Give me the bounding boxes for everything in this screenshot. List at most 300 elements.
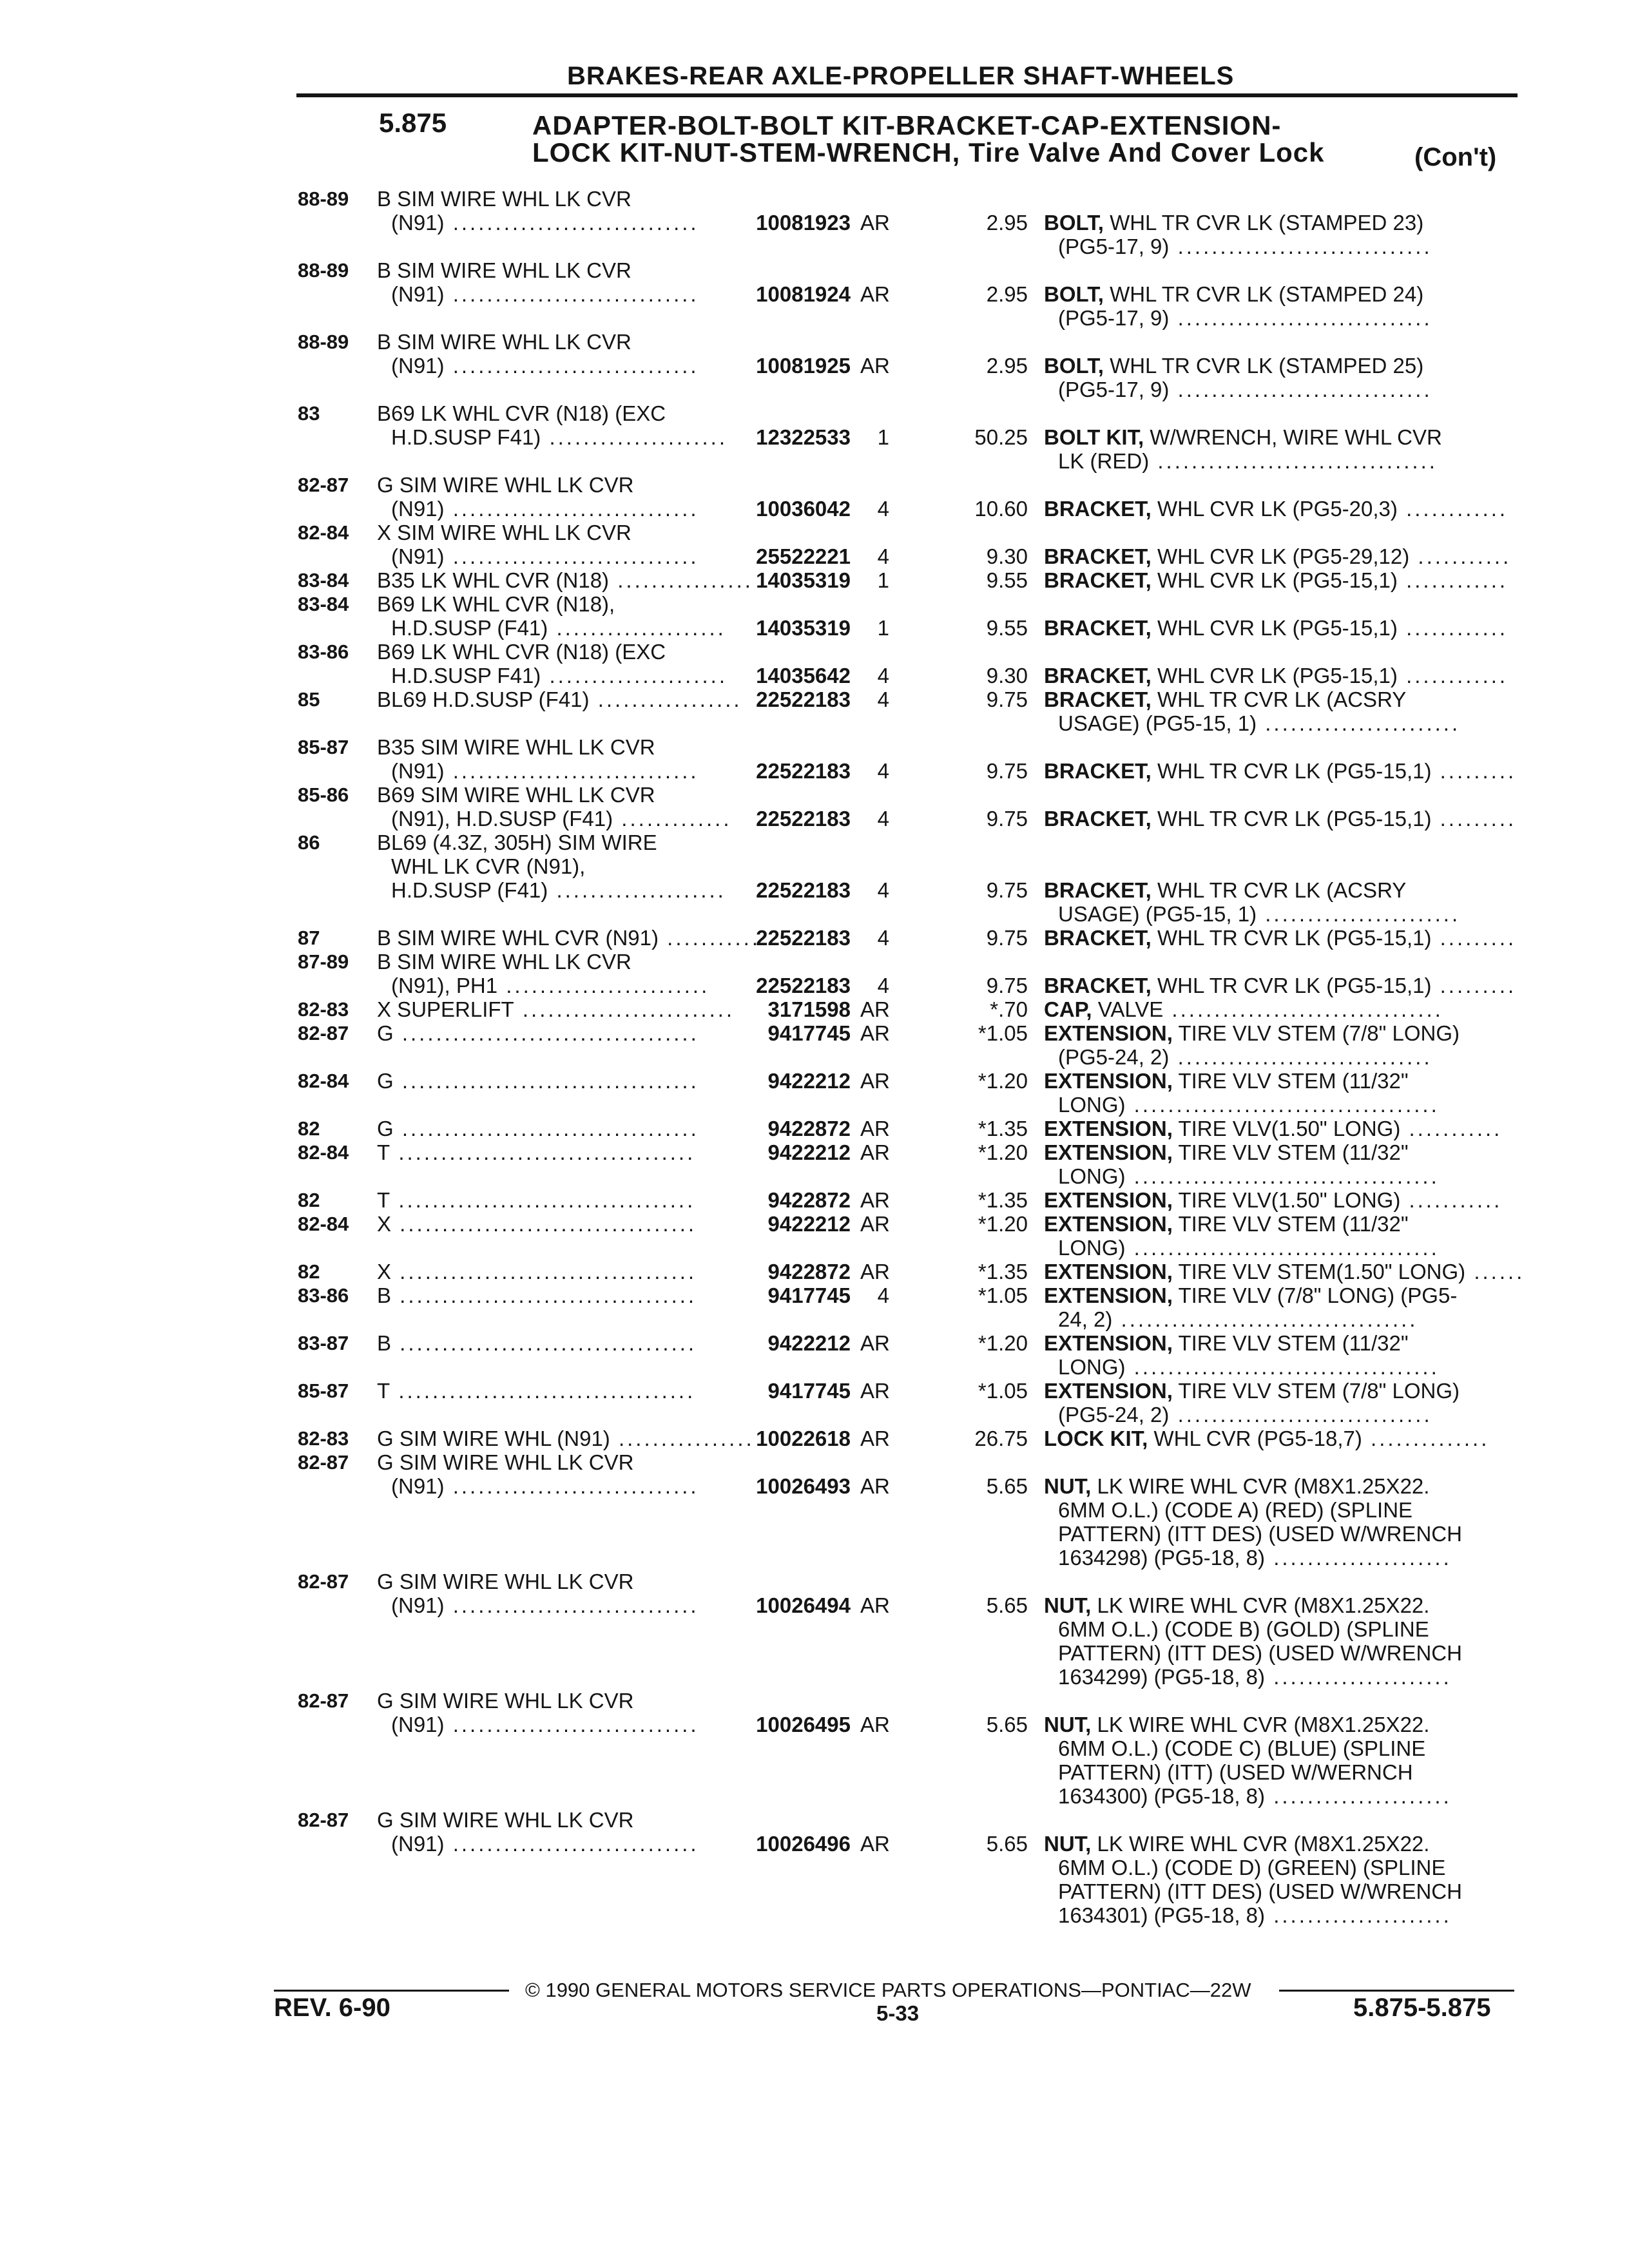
part-number: 10081924 — [756, 282, 851, 306]
quantity: 4 — [877, 807, 889, 831]
part-description-line — [1044, 1760, 1521, 1784]
leader-dots: .............................. — [1169, 1403, 1432, 1427]
copyright-notice: © 1990 GENERAL MOTORS SERVICE PARTS OPERATIONS—PONTIAC—22W — [525, 1979, 1251, 2001]
model-year: 82-87 — [298, 474, 349, 496]
part-description-text: WHL TR CVR LK (ACSRY — [1157, 687, 1407, 711]
page-title: BRAKES-REAR AXLE-PROPELLER SHAFT-WHEELS — [567, 62, 1235, 90]
leader-dots: ............ — [1397, 497, 1509, 521]
part-number: 10036042 — [756, 497, 851, 521]
model-year: 83-84 — [298, 593, 349, 615]
part-description — [1044, 568, 1521, 592]
part-number: 25522221 — [756, 544, 851, 568]
leader-dots: .................... — [548, 616, 726, 640]
part-name: LOCK KIT, — [1044, 1427, 1148, 1450]
description-line — [377, 544, 699, 568]
description-text: X SIM WIRE WHL LK CVR — [377, 521, 631, 544]
application-description — [377, 1331, 697, 1355]
part-description-text: LONG) — [1058, 1093, 1126, 1117]
part-name: BRACKET, — [1044, 664, 1152, 687]
part-description-line — [1044, 902, 1521, 926]
unit-price: 9.75 — [986, 759, 1028, 783]
part-description — [1044, 1832, 1521, 1927]
description-line — [377, 187, 699, 211]
part-description-line — [1044, 687, 1521, 711]
model-year: 87-89 — [298, 950, 349, 973]
part-number: 14035319 — [756, 568, 851, 592]
part-description-text: LK WIRE WHL CVR (M8X1.25X22. — [1097, 1593, 1430, 1617]
unit-price: 5.65 — [986, 1713, 1028, 1736]
part-description-text: TIRE VLV STEM (11/32" — [1178, 1331, 1409, 1355]
part-description — [1044, 759, 1521, 783]
continued-label: (Con't) — [1414, 143, 1497, 171]
description-line — [377, 974, 709, 997]
part-description-line — [1044, 1236, 1521, 1260]
unit-price: 5.65 — [986, 1832, 1028, 1856]
part-description-text: WHL CVR LK (PG5-20,3) — [1157, 497, 1398, 521]
quantity: AR — [860, 1188, 890, 1212]
part-description-line — [1044, 497, 1521, 521]
unit-price: 9.55 — [986, 616, 1028, 640]
part-number: 9417745 — [767, 1021, 851, 1045]
application-description — [377, 401, 728, 449]
part-number: 12322533 — [756, 425, 851, 449]
part-name: BRACKET, — [1044, 687, 1152, 711]
quantity: 1 — [877, 616, 889, 640]
unit-price: 5.65 — [986, 1474, 1028, 1498]
leader-dots: .................................... — [1125, 1236, 1440, 1260]
description-line — [377, 211, 699, 235]
part-description-line — [1044, 759, 1521, 783]
part-description-text: WHL TR CVR LK (STAMPED 24) — [1110, 282, 1424, 306]
quantity: 1 — [877, 425, 889, 449]
unit-price: 5.65 — [986, 1593, 1028, 1617]
leader-dots: ................................ — [1163, 997, 1443, 1021]
description-text: B — [377, 1283, 392, 1307]
quantity: 4 — [877, 759, 889, 783]
part-number: 22522183 — [756, 878, 851, 902]
description-line — [377, 1379, 695, 1403]
part-description-text: WHL TR CVR LK (PG5-15,1) — [1157, 974, 1432, 997]
description-line — [377, 807, 732, 831]
description-line — [377, 854, 726, 878]
leader-dots: ..................... — [1265, 1665, 1452, 1689]
part-name: NUT, — [1044, 1593, 1092, 1617]
part-name: NUT, — [1044, 1832, 1092, 1856]
revision-label: REV. 6-90 — [274, 1994, 390, 2022]
quantity: AR — [860, 1427, 890, 1450]
leader-dots: ................................... — [391, 1283, 697, 1307]
part-description-line — [1044, 1474, 1521, 1498]
part-description-line — [1044, 664, 1521, 687]
application-description — [377, 1427, 755, 1450]
part-name: BRACKET, — [1044, 568, 1152, 592]
part-description-text: (PG5-17, 9) — [1058, 306, 1170, 330]
part-name: EXTENSION, — [1044, 1379, 1173, 1403]
description-line — [377, 687, 742, 711]
part-name: NUT, — [1044, 1713, 1092, 1736]
description-text: (N91) — [391, 354, 445, 378]
model-year: 82-84 — [298, 1141, 349, 1164]
part-description-line — [1044, 1593, 1521, 1617]
part-number: 9417745 — [767, 1283, 851, 1307]
description-line — [377, 425, 728, 449]
model-year: 83-86 — [298, 1284, 349, 1307]
quantity: AR — [860, 1331, 890, 1355]
part-description-line — [1044, 1665, 1521, 1689]
part-name: BOLT, — [1044, 354, 1104, 378]
part-description-text: W/WRENCH, WIRE WHL CVR — [1150, 425, 1442, 449]
leader-dots: ................................... — [391, 1331, 697, 1355]
part-description-line — [1044, 974, 1521, 997]
leader-dots: .............................. — [1169, 378, 1432, 401]
part-description-text: (PG5-24, 2) — [1058, 1403, 1170, 1427]
part-description — [1044, 1021, 1521, 1069]
description-line — [377, 1140, 695, 1164]
application-description — [377, 1808, 699, 1856]
leader-dots: .............................. — [1169, 235, 1432, 258]
part-description — [1044, 1713, 1521, 1808]
application-description — [377, 997, 735, 1021]
unit-price: *1.20 — [978, 1331, 1028, 1355]
description-line — [377, 258, 699, 282]
description-text: B69 SIM WIRE WHL LK CVR — [377, 783, 655, 807]
description-line — [377, 1260, 697, 1283]
part-number: 9422212 — [767, 1331, 851, 1355]
leader-dots: ................ — [610, 1427, 755, 1450]
part-description-line — [1044, 926, 1521, 950]
leader-dots: ............................. — [444, 211, 699, 235]
part-description-line — [1044, 306, 1521, 330]
unit-price: 9.55 — [986, 568, 1028, 592]
leader-dots: ................................... — [393, 1117, 699, 1140]
part-description-text: (PG5-17, 9) — [1058, 378, 1170, 401]
quantity: AR — [860, 1379, 890, 1403]
model-year: 83-87 — [298, 1332, 349, 1354]
part-description-line — [1044, 1021, 1521, 1045]
model-year: 82 — [298, 1117, 320, 1140]
model-year: 85-87 — [298, 1379, 349, 1402]
unit-price: 10.60 — [974, 497, 1028, 521]
description-text: B35 LK WHL CVR (N18) — [377, 568, 610, 592]
quantity: 4 — [877, 664, 889, 687]
part-description-line — [1044, 1379, 1521, 1403]
leader-dots: ............................. — [444, 1832, 699, 1856]
description-text: X — [377, 1212, 392, 1236]
part-description-line — [1044, 807, 1521, 831]
application-description — [377, 1188, 695, 1212]
unit-price: *1.20 — [978, 1212, 1028, 1236]
description-text: G SIM WIRE WHL LK CVR — [377, 1808, 634, 1832]
application-description — [377, 1570, 699, 1617]
description-line — [377, 568, 753, 592]
part-description — [1044, 1069, 1521, 1117]
part-number: 22522183 — [756, 687, 851, 711]
quantity: AR — [860, 1212, 890, 1236]
leader-dots: ........... — [1409, 544, 1512, 568]
application-description — [377, 1260, 697, 1283]
description-text: B69 LK WHL CVR (N18), — [377, 592, 615, 616]
description-text: G SIM WIRE WHL LK CVR — [377, 1689, 634, 1713]
part-number: 9422872 — [767, 1117, 851, 1140]
part-name: BOLT, — [1044, 211, 1104, 235]
part-description-text: LONG) — [1058, 1164, 1126, 1188]
description-text: G SIM WIRE WHL LK CVR — [377, 473, 634, 497]
description-text: X — [377, 1260, 392, 1283]
application-description — [377, 1283, 697, 1307]
part-description-text: 24, 2) — [1058, 1307, 1113, 1331]
part-description-text: TIRE VLV STEM (7/8" LONG) — [1178, 1021, 1460, 1045]
quantity: 4 — [877, 687, 889, 711]
description-line — [377, 735, 699, 759]
part-description-text: 6MM O.L.) (CODE D) (GREEN) (SPLINE — [1058, 1856, 1446, 1879]
leader-dots: ............ — [658, 926, 769, 950]
leader-dots: ......... — [1431, 759, 1517, 783]
part-number: 9422872 — [767, 1260, 851, 1283]
part-description-text: LONG) — [1058, 1236, 1126, 1260]
description-line — [377, 1188, 695, 1212]
part-description-line — [1044, 1093, 1521, 1117]
quantity: AR — [860, 1021, 890, 1045]
part-description-text: WHL TR CVR LK (PG5-15,1) — [1157, 759, 1432, 783]
leader-dots: ...... — [1465, 1260, 1525, 1283]
part-description-text: WHL TR CVR LK (STAMPED 23) — [1110, 211, 1424, 235]
part-description-line — [1044, 616, 1521, 640]
leader-dots: ................................... — [1112, 1307, 1418, 1331]
description-line — [377, 1069, 699, 1093]
part-number: 9417745 — [767, 1379, 851, 1403]
description-text: G SIM WIRE WHL (N91) — [377, 1427, 610, 1450]
part-description-line — [1044, 378, 1521, 401]
leader-dots: ............................. — [444, 497, 699, 521]
leader-dots: .................................... — [1125, 1093, 1440, 1117]
leader-dots: ......... — [1431, 926, 1517, 950]
application-description — [377, 187, 699, 235]
footer-rule-left — [274, 1990, 509, 1992]
description-text: B SIM WIRE WHL CVR (N91) — [377, 926, 659, 950]
description-line — [377, 1808, 699, 1832]
part-description — [1044, 425, 1521, 473]
part-description — [1044, 1379, 1521, 1427]
model-year: 82-84 — [298, 1070, 349, 1092]
model-year: 83-84 — [298, 569, 349, 591]
description-text: H.D.SUSP F41) — [391, 664, 541, 687]
quantity: 1 — [877, 568, 889, 592]
application-description — [377, 1689, 699, 1736]
part-description-text: WHL CVR LK (PG5-29,12) — [1157, 544, 1410, 568]
part-description-line — [1044, 568, 1521, 592]
part-description-line — [1044, 1427, 1521, 1450]
quantity: AR — [860, 1117, 890, 1140]
application-description — [377, 1450, 699, 1498]
quantity: 4 — [877, 1283, 889, 1307]
leader-dots: ................................. — [1149, 449, 1438, 473]
description-text: B SIM WIRE WHL LK CVR — [377, 330, 631, 354]
application-description — [377, 1021, 699, 1045]
model-year: 82-87 — [298, 1570, 349, 1593]
part-description — [1044, 1188, 1521, 1212]
part-name: BRACKET, — [1044, 974, 1152, 997]
leader-dots: ............................. — [444, 1474, 699, 1498]
part-description-text: LONG) — [1058, 1355, 1126, 1379]
part-description-text: 1634300) (PG5-18, 8) — [1058, 1784, 1266, 1808]
unit-price: 9.75 — [986, 974, 1028, 997]
part-description-text: PATTERN) (ITT) (USED W/WERNCH — [1058, 1760, 1413, 1784]
part-description — [1044, 1212, 1521, 1260]
part-description-line — [1044, 1212, 1521, 1236]
model-year: 88-89 — [298, 187, 349, 210]
leader-dots: ....................... — [1257, 902, 1461, 926]
application-description — [377, 950, 709, 997]
part-description — [1044, 497, 1521, 521]
unit-price: 2.95 — [986, 354, 1028, 378]
description-text: G SIM WIRE WHL LK CVR — [377, 1450, 634, 1474]
quantity: AR — [860, 1593, 890, 1617]
model-year: 82-87 — [298, 1022, 349, 1044]
leader-dots: ................................... — [390, 1379, 696, 1403]
description-text: (N91) — [391, 1832, 445, 1856]
application-description — [377, 258, 699, 306]
model-year: 82-83 — [298, 998, 349, 1021]
description-line — [377, 1212, 697, 1236]
unit-price: *1.05 — [978, 1021, 1028, 1045]
unit-price: *1.35 — [978, 1117, 1028, 1140]
part-description-text: WHL TR CVR LK (PG5-15,1) — [1157, 926, 1432, 950]
leader-dots: ..................... — [1265, 1903, 1452, 1927]
part-description — [1044, 1283, 1521, 1331]
part-description-line — [1044, 1856, 1521, 1879]
description-text: BL69 (4.3Z, 305H) SIM WIRE — [377, 831, 657, 854]
leader-dots: ..................... — [1265, 1546, 1452, 1570]
description-text: G SIM WIRE WHL LK CVR — [377, 1570, 634, 1593]
application-description — [377, 1140, 695, 1164]
description-line — [377, 1283, 697, 1307]
part-number: 9422872 — [767, 1188, 851, 1212]
description-line — [377, 1331, 697, 1355]
part-description — [1044, 1474, 1521, 1570]
part-number: 10081925 — [756, 354, 851, 378]
part-description-text: PATTERN) (ITT DES) (USED W/WRENCH — [1058, 1641, 1462, 1665]
part-description-line — [1044, 1903, 1521, 1927]
model-year: 82-83 — [298, 1427, 349, 1450]
model-year: 83 — [298, 402, 320, 425]
description-line — [377, 473, 699, 497]
part-number: 9422212 — [767, 1140, 851, 1164]
part-description — [1044, 544, 1521, 568]
description-text: B SIM WIRE WHL LK CVR — [377, 950, 631, 974]
part-description-line — [1044, 1331, 1521, 1355]
leader-dots: ................................... — [391, 1260, 697, 1283]
part-description-text: WHL CVR (PG5-18,7) — [1153, 1427, 1362, 1450]
part-description-line — [1044, 1713, 1521, 1736]
model-year: 86 — [298, 831, 320, 854]
application-description — [377, 568, 753, 592]
part-description-text: LK WIRE WHL CVR (M8X1.25X22. — [1097, 1832, 1430, 1856]
part-description — [1044, 997, 1521, 1021]
part-description-line — [1044, 235, 1521, 258]
part-description — [1044, 282, 1521, 330]
part-description-line — [1044, 1784, 1521, 1808]
part-name: EXTENSION, — [1044, 1021, 1173, 1045]
description-text: G — [377, 1069, 394, 1093]
leader-dots: ............ — [1397, 616, 1509, 640]
unit-price: 9.75 — [986, 878, 1028, 902]
part-description-text: WHL TR CVR LK (PG5-15,1) — [1157, 807, 1432, 831]
unit-price: *.70 — [990, 997, 1028, 1021]
part-name: EXTENSION, — [1044, 1069, 1173, 1093]
leader-dots: ................................... — [390, 1188, 696, 1212]
model-year: 82-84 — [298, 1213, 349, 1235]
footer-rule-right — [1279, 1990, 1514, 1992]
part-description — [1044, 354, 1521, 401]
part-description-text: WHL CVR LK (PG5-15,1) — [1157, 568, 1398, 592]
model-year: 83-86 — [298, 640, 349, 663]
part-name: BRACKET, — [1044, 878, 1152, 902]
part-name: BRACKET, — [1044, 926, 1152, 950]
leader-dots: ................................... — [393, 1021, 699, 1045]
model-year: 85 — [298, 688, 320, 711]
part-name: EXTENSION, — [1044, 1212, 1173, 1236]
leader-dots: ......... — [1431, 807, 1517, 831]
part-description-text: TIRE VLV (7/8" LONG) (PG5- — [1178, 1283, 1458, 1307]
application-description — [377, 926, 769, 950]
description-line — [377, 354, 699, 378]
quantity: AR — [860, 1069, 890, 1093]
description-line — [377, 1450, 699, 1474]
description-line — [377, 759, 699, 783]
part-description — [1044, 687, 1521, 735]
description-line — [377, 1117, 699, 1140]
leader-dots: .............................. — [1169, 1045, 1432, 1069]
description-line — [377, 926, 769, 950]
leader-dots: .................................... — [1125, 1355, 1440, 1379]
description-line — [377, 997, 735, 1021]
model-year: 87 — [298, 927, 320, 949]
description-line — [377, 1689, 699, 1713]
leader-dots: ..................... — [541, 425, 728, 449]
part-description-text: 6MM O.L.) (CODE A) (RED) (SPLINE — [1058, 1498, 1413, 1522]
part-description — [1044, 1117, 1521, 1140]
description-line — [377, 664, 728, 687]
description-line — [377, 878, 726, 902]
part-name: EXTENSION, — [1044, 1283, 1173, 1307]
description-text: X SUPERLIFT — [377, 997, 514, 1021]
description-line — [377, 1713, 699, 1736]
part-description-text: PATTERN) (ITT DES) (USED W/WRENCH — [1058, 1879, 1462, 1903]
part-name: BRACKET, — [1044, 497, 1152, 521]
part-description-line — [1044, 1260, 1525, 1283]
model-year: 82 — [298, 1189, 320, 1211]
description-line — [377, 1570, 699, 1593]
description-text: B69 LK WHL CVR (N18) (EXC — [377, 640, 666, 664]
quantity: AR — [860, 354, 890, 378]
part-description — [1044, 616, 1521, 640]
part-number: 14035319 — [756, 616, 851, 640]
part-description-text: 6MM O.L.) (CODE C) (BLUE) (SPLINE — [1058, 1736, 1426, 1760]
leader-dots: ............................. — [444, 759, 699, 783]
leader-dots: ............ — [1397, 568, 1509, 592]
part-description — [1044, 878, 1521, 926]
leader-dots: ......... — [1431, 974, 1517, 997]
part-description — [1044, 807, 1521, 831]
part-description-line — [1044, 1736, 1521, 1760]
unit-price: 9.75 — [986, 926, 1028, 950]
leader-dots: .............. — [1362, 1427, 1490, 1450]
part-description-text: WHL CVR LK (PG5-15,1) — [1157, 616, 1398, 640]
part-description-text: TIRE VLV STEM(1.50" LONG) — [1178, 1260, 1466, 1283]
part-number: 10022618 — [756, 1427, 851, 1450]
leader-dots: ........... — [1400, 1117, 1503, 1140]
part-description-text: 1634298) (PG5-18, 8) — [1058, 1546, 1266, 1570]
